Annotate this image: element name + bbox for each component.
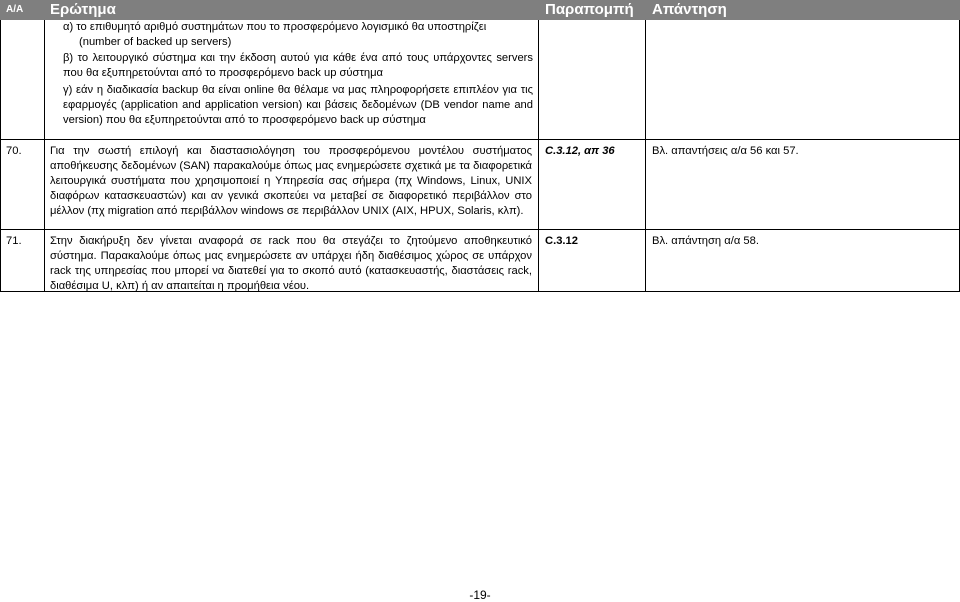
header-reference: Παραπομπή [545,1,634,18]
header-answer: Απάντηση [652,1,727,18]
header-question: Ερώτημα [50,1,116,18]
header-num: Α/Α [6,4,24,15]
item-c: γ) εάν η διαδικασία backup θα είναι online θα θέλαμε να μας πληροφορήσετε επιπλέον για τις εφαρμογές (application and application version) και βάσεις δεδομένων (DB vendor name and version) που θα εξυπηρετούνται από το προσφερόμενο back up σύστημα [63,84,533,126]
item-a-line1: α) το επιθυμητό αριθμό συστημάτων που το προσφερόμενο λογισμικό θα υποστηρίζει [63,21,487,33]
table-header [0,0,960,20]
row-reference: C.3.12, απ 36 [545,145,615,157]
item-a-line2: (number of backed up servers) [79,36,232,48]
row-number: 70. [6,145,22,157]
column-divider-2 [538,20,539,292]
row-question: Για την σωστή επιλογή και διαστασιολόγηση του προσφερόμενου μοντέλου συστήματος αποθήκευσης δεδομένων (SAN) παρακαλούμε όπως μας ενημερώσετε σχετικά με τα διαφορετικά λειτουργικά συστήματα που χρησιμοποιεί η Υπηρεσία σας σήμερα (πχ Windows, Linux, UNIX διαφόρων κατασκευαστών) και αν γενικά σκοπεύει να μεταβεί σε διαφορετικό περιβάλλον στο μέλλον (πχ migration από περιβάλλον windows σε περιβάλλον UNIX (AIX, HPUX, Solaris, κλπ). [50,145,532,217]
row-reference: C.3.12 [545,235,578,247]
column-divider-3 [645,20,646,292]
row-number: 71. [6,235,22,247]
row-divider-1 [0,139,960,140]
page-number: -19- [469,588,491,602]
column-divider-1 [44,20,45,292]
row-answer: Βλ. απάντηση α/α 58. [652,235,759,247]
row-divider-2 [0,229,960,230]
table-border-left [0,20,1,292]
row-question: Στην διακήρυξη δεν γίνεται αναφορά σε rack που θα στεγάζει το ζητούμενο αποθηκευτικό σύστημα. Παρακαλούμε όπως μας ενημερώσετε αν υπάρχει ήδη διαθέσιμος χώρος σε υπάρχον rack της υπηρεσίας που μπορεί να διατεθεί για το σκοπό αυτό (κατασκευαστής, διαστάσεις rack, διαθέσιμα U, κλπ) ή αν απαιτείται η προμήθεια νέου. [50,235,532,292]
item-b: β) το λειτουργικό σύστημα και την έκδοση αυτού για κάθε ένα από τους υπάρχοντες servers που θα εξυπηρετούνται από το προσφερόμενο back up σύστημα [63,52,533,79]
row-answer: Βλ. απαντήσεις α/α 56 και 57. [652,145,799,157]
